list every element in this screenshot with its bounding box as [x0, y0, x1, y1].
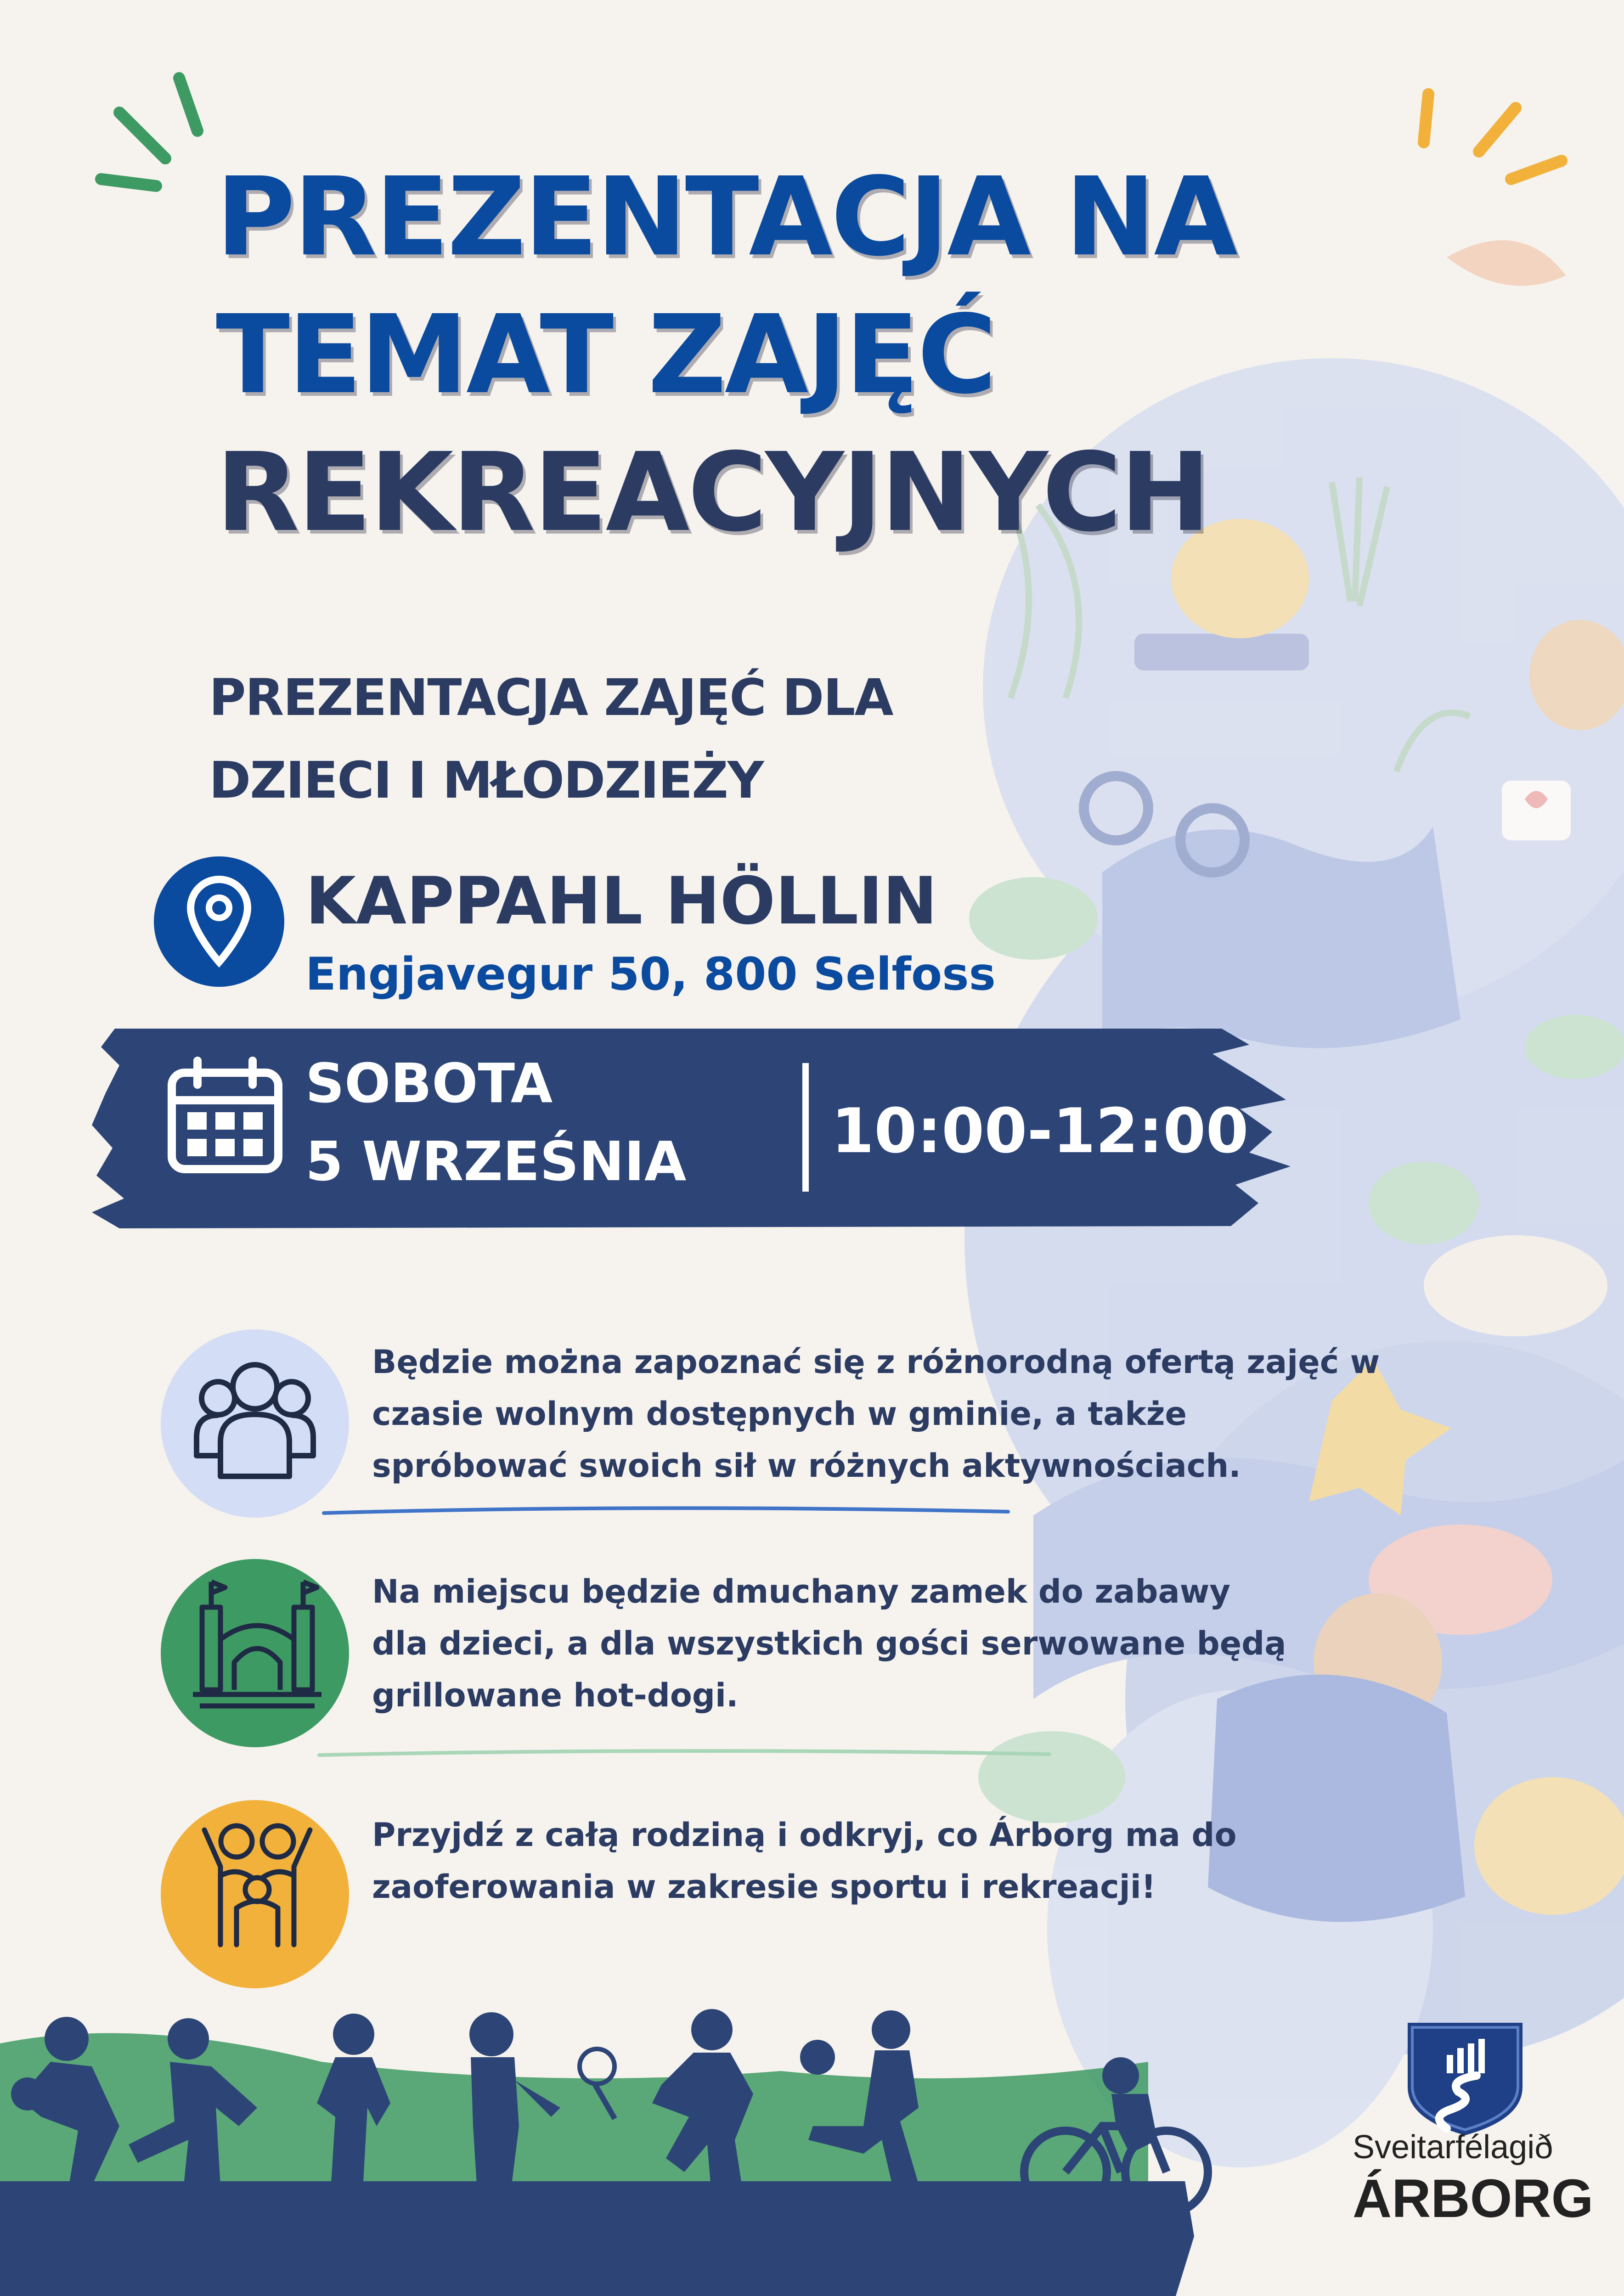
info-text-2-line-1: Na miejscu będzie dmuchany zamek do zabawy	[372, 1573, 1231, 1610]
info-text-1-line-2: czasie wolnym dostępnych w gminie, a także	[372, 1395, 1187, 1433]
info-text-3-line-1: Przyjdź z całą rodziną i odkryj, co Árborg ma do	[372, 1816, 1237, 1854]
info-text-2-line-2: dla dzieci, a dla wszystkich gości serwowane będą	[372, 1625, 1286, 1662]
venue-address: Engjavegur 50, 800 Selfoss	[305, 948, 996, 1001]
calendar-icon	[165, 1056, 285, 1176]
arborg-crest-logo	[1403, 2018, 1527, 2138]
info-text-3-line-2: zaoferowania w zakresie sportu i rekreacji!	[372, 1868, 1156, 1906]
divider-1	[321, 1502, 1010, 1520]
title-line-3: REKREACYJNYCH	[216, 429, 1209, 556]
event-time: 10:00-12:00	[831, 1095, 1249, 1167]
family-icon	[195, 1816, 319, 1954]
bouncy-castle-icon	[191, 1575, 324, 1713]
divider-2	[317, 1745, 1052, 1763]
map-pin-icon	[154, 856, 285, 987]
title-line-2: TEMAT ZAJĘĆ	[216, 292, 995, 418]
info-text-2-line-3: grillowane hot-dogi.	[372, 1677, 739, 1714]
venue-name: KAPPAHL HÖLLIN	[305, 863, 937, 939]
subtitle-line-2: DZIECI I MŁODZIEŻY	[209, 751, 763, 810]
brand-name-line-1: Sveitarfélagið	[1353, 2129, 1553, 2166]
event-day: SOBOTA	[305, 1052, 553, 1115]
group-of-people-icon	[193, 1355, 317, 1488]
event-date: 5 WRZEŚNIA	[305, 1130, 687, 1193]
subtitle-line-1: PREZENTACJA ZAJĘĆ DLA	[209, 668, 893, 727]
info-text-1-line-1: Będzie można zapoznać się z różnorodną ofertą zajęć w	[372, 1343, 1380, 1381]
title-line-1: PREZENTACJA NA	[216, 154, 1236, 280]
info-text-1-line-3: spróbować swoich sił w różnych aktywnościach.	[372, 1447, 1241, 1485]
brand-name-line-2: ÁRBORG	[1353, 2168, 1594, 2229]
